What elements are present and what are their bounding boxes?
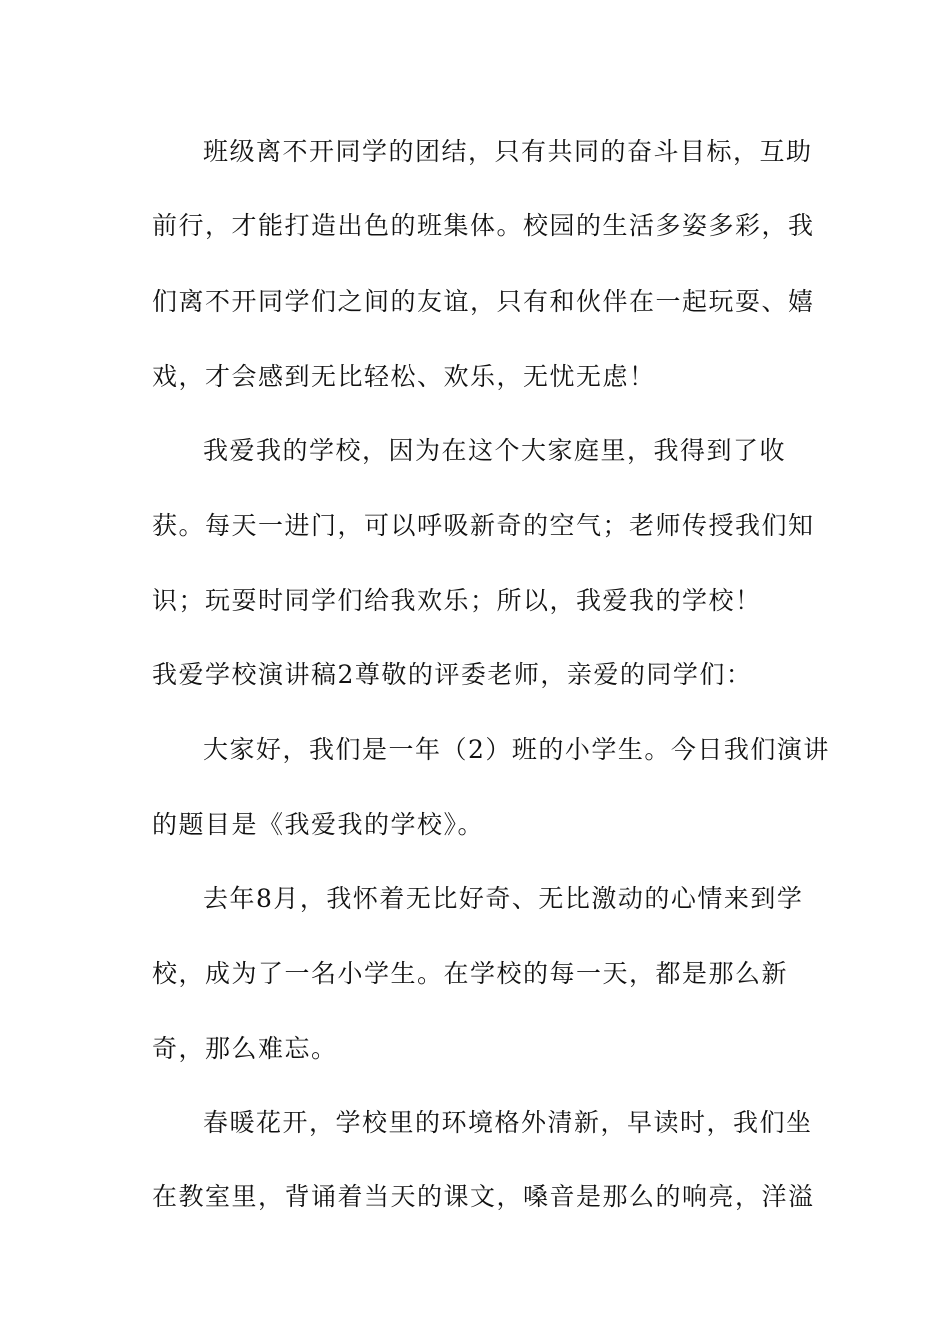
paragraph-line: 校，成为了一名小学生。在学校的每一天，都是那么新 (152, 959, 789, 988)
paragraph-line: 班级离不开同学的团结，只有共同的奋斗目标，互助 (203, 137, 813, 166)
section-heading: 我爱学校演讲稿2尊敬的评委老师，亲爱的同学们： (152, 660, 753, 689)
paragraph-line: 识；玩耍时同学们给我欢乐；所以，我爱我的学校！ (152, 586, 762, 615)
paragraph-line: 去年8月，我怀着无比好奇、无比激动的心情来到学 (203, 884, 804, 913)
paragraph-line: 前行，才能打造出色的班集体。校园的生活多姿多彩，我 (152, 211, 815, 240)
paragraph-line: 的题目是《我爱我的学校》。 (152, 810, 485, 839)
paragraph-line: 在教室里，背诵着当天的课文，嗓音是那么的响亮，洋溢 (152, 1182, 815, 1211)
paragraph-line: 们离不开同学们之间的友谊，只有和伙伴在一起玩耍、嬉 (152, 287, 815, 316)
paragraph-line: 春暖花开，学校里的环境格外清新，早读时，我们坐 (203, 1108, 813, 1137)
paragraph-line: 戏，才会感到无比轻松、欢乐，无忧无虑！ (152, 362, 656, 391)
paragraph-line: 大家好，我们是一年（2）班的小学生。今日我们演讲 (203, 735, 830, 764)
paragraph-line: 奇，那么难忘。 (152, 1034, 338, 1063)
paragraph-line: 我爱我的学校，因为在这个大家庭里，我得到了收 (203, 436, 787, 465)
paragraph-line: 获。每天一进门，可以呼吸新奇的空气；老师传授我们知 (152, 511, 815, 540)
